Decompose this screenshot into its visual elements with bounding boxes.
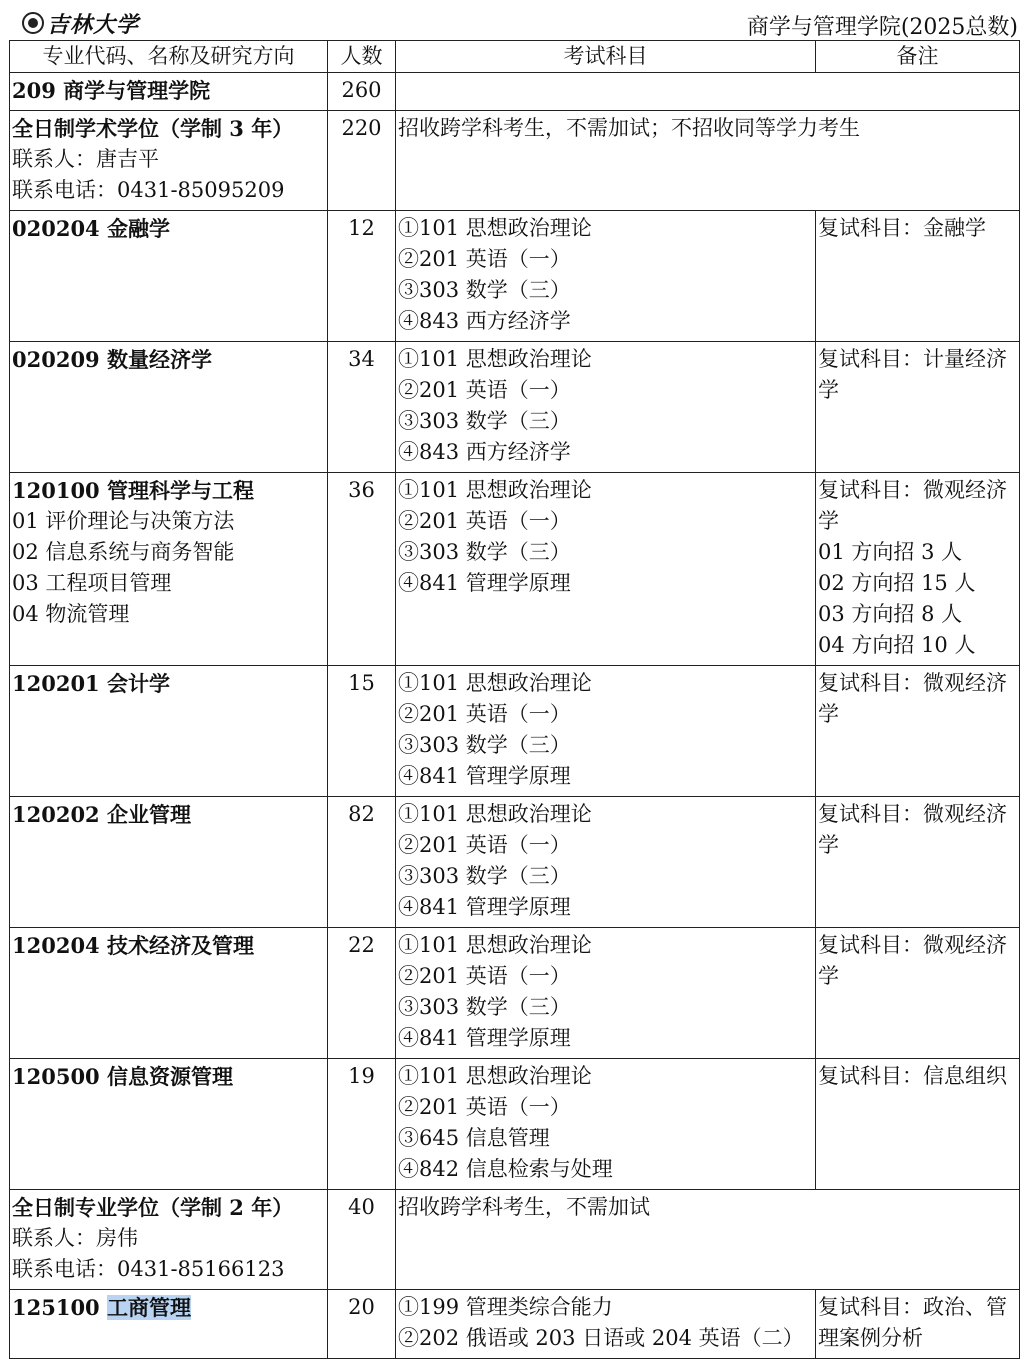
college-note (396, 73, 1020, 111)
subject-item: ②201 英语（一） (398, 378, 571, 402)
enrollment-count: 22 (328, 928, 396, 1059)
professional-title: 全日制专业学位（学制 2 年） (12, 1195, 294, 1220)
major-name (12, 1292, 325, 1323)
col-header-count: 人数 (328, 41, 396, 73)
exam-subjects (396, 666, 816, 797)
table-row (10, 342, 1020, 473)
subject-item: ③303 数学（三） (398, 409, 571, 433)
table-row (10, 473, 1020, 666)
major-cell (10, 797, 328, 928)
major-name: 020204 金融学 (12, 216, 170, 241)
major-name: 120100 管理科学与工程 (12, 478, 254, 503)
major-cell (10, 1290, 328, 1359)
direction-quota: 03 方向招 8 人 (818, 602, 963, 626)
table-row (10, 928, 1020, 1059)
admissions-table (9, 40, 1020, 1359)
note-cell: 复试科目：微观经济学 (816, 666, 1020, 797)
university-logo (22, 10, 139, 36)
col-header-subjects: 考试科目 (396, 41, 816, 73)
enrollment-count: 15 (328, 666, 396, 797)
subject-item: ①101 思想政治理论 (398, 802, 592, 826)
academic-contact: 联系人：唐吉平 (12, 147, 159, 171)
note-cell: 复试科目：政治、管理案例分析 (816, 1290, 1020, 1359)
major-code: 125100 (12, 1295, 100, 1320)
table-row (10, 797, 1020, 928)
major-name: 120500 信息资源管理 (12, 1064, 233, 1089)
college-name: 209 商学与管理学院 (10, 73, 328, 111)
exam-subjects (396, 1290, 816, 1359)
major-name: 120204 技术经济及管理 (12, 933, 254, 958)
exam-subjects (396, 211, 816, 342)
exam-subjects (396, 1059, 816, 1190)
subject-item: ①101 思想政治理论 (398, 933, 592, 957)
subject-item: ②201 英语（一） (398, 509, 571, 533)
exam-subjects (396, 928, 816, 1059)
college-title: 商学与管理学院(2025总数) (746, 15, 1018, 40)
professional-info (10, 1190, 328, 1290)
academic-note: 招收跨学科考生，不需加试；不招收同等学力考生 (396, 111, 1020, 211)
subject-item: ②201 英语（一） (398, 702, 571, 726)
subject-item: ③303 数学（三） (398, 733, 571, 757)
subject-item: ③645 信息管理 (398, 1126, 550, 1150)
logo-text: 吉林大学 (47, 11, 140, 38)
note-cell: 复试科目：微观经济学 (816, 928, 1020, 1059)
major-name: 120201 会计学 (12, 671, 170, 696)
page-header (0, 0, 1030, 40)
note-cell: 复试科目：信息组织 (816, 1059, 1020, 1190)
note-cell (816, 473, 1020, 666)
subject-item: ④843 西方经济学 (398, 440, 571, 464)
note-cell: 复试科目：微观经济学 (816, 797, 1020, 928)
college-row (10, 73, 1020, 111)
research-direction: 03 工程项目管理 (12, 571, 172, 595)
major-name: 020209 数量经济学 (12, 347, 212, 372)
direction-quota: 04 方向招 10 人 (818, 633, 976, 657)
subject-item: ④841 管理学原理 (398, 895, 571, 919)
major-cell (10, 666, 328, 797)
professional-phone: 联系电话：0431-85166123 (12, 1257, 285, 1281)
subject-item: ②201 英语（一） (398, 964, 571, 988)
enrollment-count: 34 (328, 342, 396, 473)
subject-item: ①101 思想政治理论 (398, 671, 592, 695)
exam-subjects (396, 342, 816, 473)
table-row (10, 211, 1020, 342)
subject-item: ③303 数学（三） (398, 864, 571, 888)
col-header-major: 专业代码、名称及研究方向 (10, 41, 328, 73)
college-count: 260 (328, 73, 396, 111)
academic-phone: 联系电话：0431-85095209 (12, 178, 285, 202)
subject-item: ④841 管理学原理 (398, 764, 571, 788)
professional-section-row (10, 1190, 1020, 1290)
academic-section-row (10, 111, 1020, 211)
table-header-row (10, 41, 1020, 73)
table-row (10, 1290, 1020, 1359)
subject-item: ③303 数学（三） (398, 995, 571, 1019)
major-name: 120202 企业管理 (12, 802, 191, 827)
enrollment-count: 19 (328, 1059, 396, 1190)
note-text: 复试科目：微观经济学 (818, 478, 1007, 533)
enrollment-count: 20 (328, 1290, 396, 1359)
research-direction: 02 信息系统与商务智能 (12, 540, 235, 564)
academic-count: 220 (328, 111, 396, 211)
exam-subjects (396, 473, 816, 666)
research-direction: 04 物流管理 (12, 602, 130, 626)
academic-info (10, 111, 328, 211)
note-cell: 复试科目：金融学 (816, 211, 1020, 342)
subject-item: ②202 俄语或 203 日语或 204 英语（二） (398, 1326, 804, 1350)
direction-quota: 01 方向招 3 人 (818, 540, 963, 564)
subject-item: ①101 思想政治理论 (398, 347, 592, 371)
exam-subjects (396, 797, 816, 928)
university-seal-icon (22, 12, 44, 34)
subject-item: ①101 思想政治理论 (398, 1064, 592, 1088)
professional-contact: 联系人：房伟 (12, 1226, 138, 1250)
subject-item: ①199 管理类综合能力 (398, 1295, 613, 1319)
major-cell (10, 342, 328, 473)
selected-major-name[interactable]: 工商管理 (106, 1295, 191, 1320)
subject-item: ③303 数学（三） (398, 540, 571, 564)
col-header-notes: 备注 (816, 41, 1020, 73)
academic-title: 全日制学术学位（学制 3 年） (12, 116, 294, 141)
enrollment-count: 36 (328, 473, 396, 666)
major-cell (10, 1059, 328, 1190)
subject-item: ②201 英语（一） (398, 1095, 571, 1119)
research-direction: 01 评价理论与决策方法 (12, 509, 235, 533)
professional-note: 招收跨学科考生，不需加试 (396, 1190, 1020, 1290)
table-row (10, 666, 1020, 797)
subject-item: ②201 英语（一） (398, 833, 571, 857)
professional-count: 40 (328, 1190, 396, 1290)
major-cell (10, 928, 328, 1059)
subject-item: ④841 管理学原理 (398, 1026, 571, 1050)
note-cell: 复试科目：计量经济学 (816, 342, 1020, 473)
enrollment-count: 82 (328, 797, 396, 928)
subject-item: ④841 管理学原理 (398, 571, 571, 595)
subject-item: ①101 思想政治理论 (398, 478, 592, 502)
subject-item: ④843 西方经济学 (398, 309, 571, 333)
direction-quota: 02 方向招 15 人 (818, 571, 976, 595)
table-row (10, 1059, 1020, 1190)
subject-item: ①101 思想政治理论 (398, 216, 592, 240)
subject-item: ②201 英语（一） (398, 247, 571, 271)
subject-item: ④842 信息检索与处理 (398, 1157, 613, 1181)
subject-item: ③303 数学（三） (398, 278, 571, 302)
enrollment-count: 12 (328, 211, 396, 342)
major-cell (10, 211, 328, 342)
major-cell (10, 473, 328, 666)
